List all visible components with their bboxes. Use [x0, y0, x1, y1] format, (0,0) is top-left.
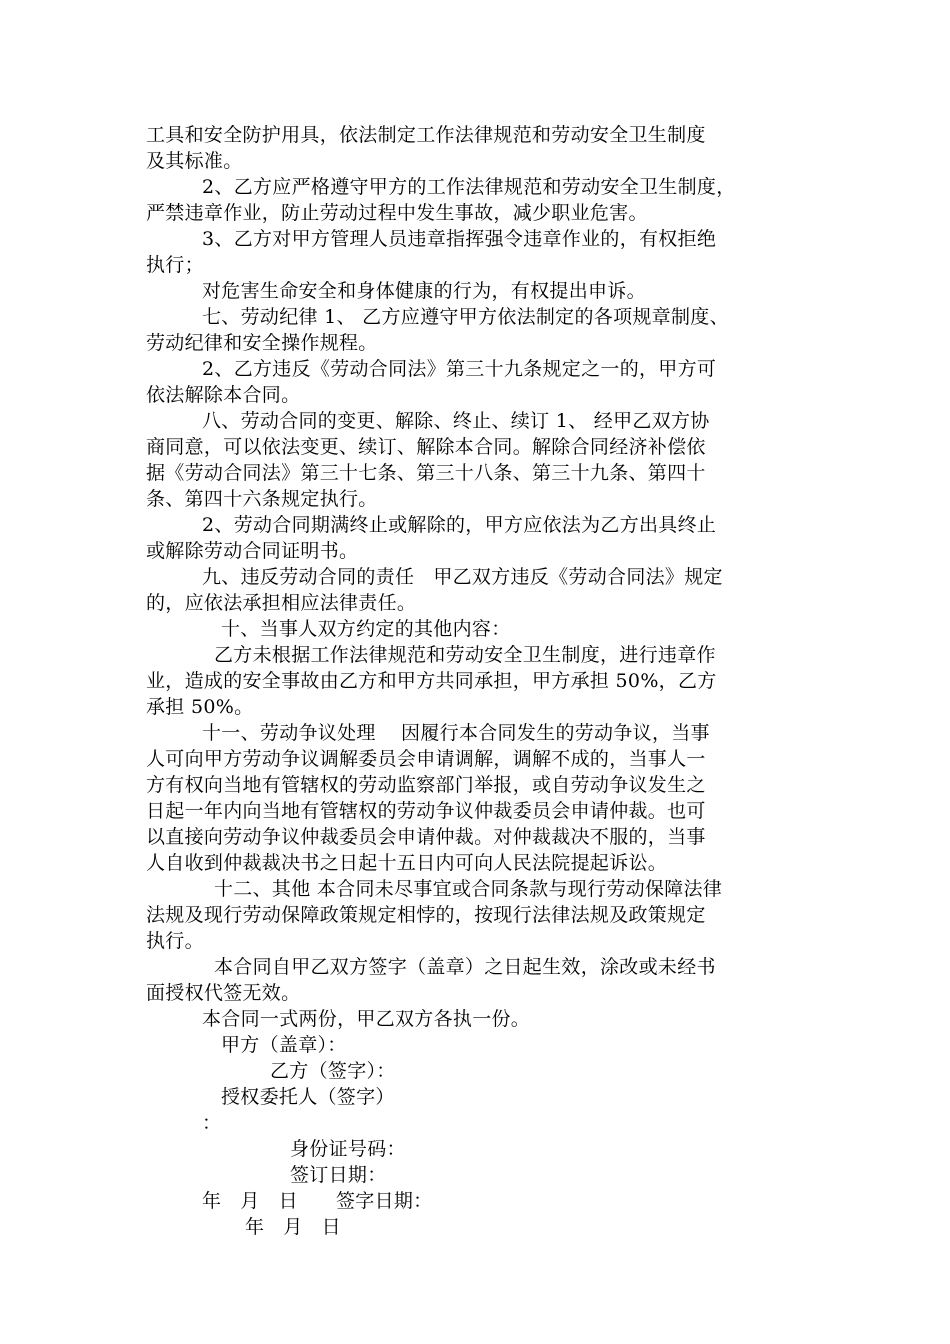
text-line: 人自收到仲裁裁决书之日起十五日内可向人民法院提起诉讼。: [146, 852, 668, 874]
text-line: 条、第四十六条规定执行。: [146, 488, 378, 510]
text-line: 2、乙方违反《劳动合同法》第三十九条规定之一的，甲方可: [202, 358, 717, 380]
text-line: 或解除劳动合同证明书。: [146, 540, 359, 562]
text-line: 方有权向当地有管辖权的劳动监察部门举报，或自劳动争议发生之: [146, 774, 706, 796]
text-line: 以直接向劳动争议仲裁委员会申请仲裁。对仲裁裁决不服的，当事: [146, 826, 706, 848]
text-line: 的，应依法承担相应法律责任。: [146, 592, 417, 614]
text-line: 及其标准。: [146, 150, 243, 172]
text-line: ：: [202, 1112, 222, 1134]
text-line: 面授权代签无效。: [146, 982, 301, 1004]
text-line: 十一、劳动争议处理 因履行本合同发生的劳动争议，当事: [202, 722, 710, 744]
text-line: 业，造成的安全事故由乙方和甲方共同承担，甲方承担 50%，乙方: [146, 670, 717, 692]
text-line: 2、乙方应严格遵守甲方的工作法律规范和劳动安全卫生制度，: [202, 176, 736, 198]
text-line: 对危害生命安全和身体健康的行为，有权提出申诉。: [202, 280, 646, 302]
signature-label-party-a: 甲方（盖章）：: [221, 1034, 347, 1056]
text-line: 本合同自甲乙双方签字（盖章）之日起生效，涂改或未经书: [214, 956, 716, 978]
text-line: 承担 50%。: [146, 696, 254, 718]
text-line: 据《劳动合同法》第三十七条、第三十八条、第三十九条、第四十: [146, 462, 706, 484]
text-line: 执行。: [146, 930, 204, 952]
text-line: 2、劳动合同期满终止或解除的，甲方应依法为乙方出具终止: [202, 514, 717, 536]
id-number-label: 身份证号码：: [290, 1138, 406, 1160]
signature-label-party-b: 乙方（签字）：: [270, 1060, 396, 1082]
text-line: 七、劳动纪律 1、 乙方应遵守甲方依法制定的各项规章制度、: [202, 306, 729, 328]
date-line: 年 月 日: [245, 1216, 341, 1238]
text-line: 依法解除本合同。: [146, 384, 301, 406]
text-line: 八、劳动合同的变更、解除、终止、续订 1、 经甲乙双方协: [202, 410, 710, 432]
text-line: 本合同一式两份，甲乙双方各执一份。: [202, 1008, 531, 1030]
signature-label-authorized-agent: 授权委托人（签字）: [221, 1086, 395, 1108]
text-line: 工具和安全防护用具，依法制定工作法律规范和劳动安全卫生制度: [146, 124, 706, 146]
text-line: 3、乙方对甲方管理人员违章指挥强令违章作业的，有权拒绝: [202, 228, 717, 250]
text-line: 十二、其他 本合同未尽事宜或合同条款与现行劳动保障法律: [214, 878, 723, 900]
text-line: 法规及现行劳动保障政策规定相悖的，按现行法律法规及政策规定: [146, 904, 706, 926]
text-line: 执行；: [146, 254, 204, 276]
date-line: 年 月 日 签字日期：: [202, 1190, 433, 1212]
text-line: 乙方未根据工作法律规范和劳动安全卫生制度，进行违章作: [214, 644, 716, 666]
text-line: 人可向甲方劳动争议调解委员会申请调解，调解不成的，当事人一: [146, 748, 706, 770]
text-line: 劳动纪律和安全操作规程。: [146, 332, 378, 354]
signing-date-label: 签订日期：: [290, 1164, 387, 1186]
text-line: 严禁违章作业，防止劳动过程中发生事故，减少职业危害。: [146, 202, 648, 224]
text-line: 商同意，可以依法变更、续订、解除本合同。解除合同经济补偿依: [146, 436, 706, 458]
text-line: 十、当事人双方约定的其他内容：: [221, 618, 511, 640]
text-line: 九、违反劳动合同的责任 甲乙双方违反《劳动合同法》规定: [202, 566, 723, 588]
text-line: 日起一年内向当地有管辖权的劳动争议仲裁委员会申请仲裁。也可: [146, 800, 706, 822]
